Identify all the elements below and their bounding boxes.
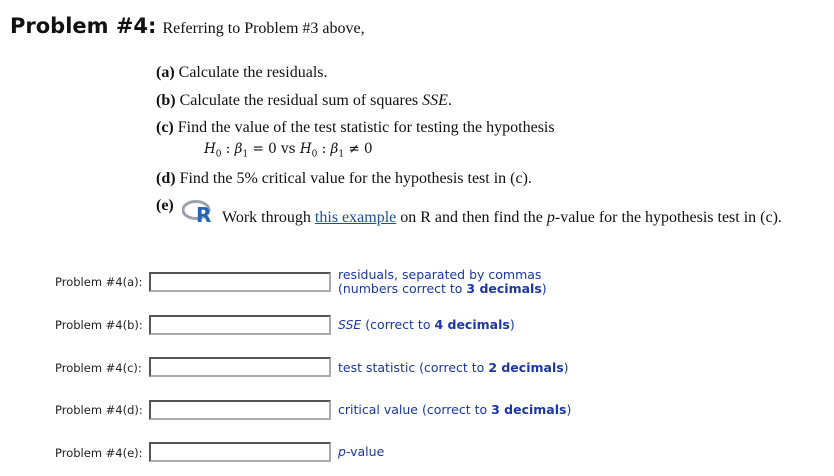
answer-hint-d: critical value (correct to 3 decimals) — [338, 402, 572, 417]
part-a-text: Calculate the residuals. — [178, 64, 328, 81]
hypothesis-formula: $H_0$ : $\beta_1 = 0$ vs $H_0$ : $\beta_1 \ne 0$ — [204, 141, 373, 160]
part-b-sse: SSE — [422, 92, 448, 109]
part-e-p: p — [546, 209, 555, 226]
part-c — [156, 119, 555, 137]
part-c-text: Find the value of the test statistic for testing the hypothesis — [177, 119, 555, 136]
answer-hint-b: SSE (correct to 4 decimals) — [338, 317, 515, 332]
problem-heading: Problem #4: — [10, 14, 157, 38]
problem-title-row — [10, 14, 365, 38]
part-a — [156, 64, 328, 82]
answer-input-d[interactable] — [149, 400, 331, 420]
part-e-text: Work through — [222, 209, 315, 226]
part-e-label-row — [156, 197, 174, 215]
svg-text:R: R — [196, 203, 212, 224]
part-a-label: (a) — [156, 64, 175, 81]
answer-label-a: Problem #4(a): — [55, 275, 143, 289]
part-d-text: Find the 5% critical value for the hypothesis test in (c). — [179, 170, 532, 187]
part-e-text-end: -value for the hypothesis test in (c). — [554, 209, 782, 226]
answer-hint-a: residuals, separated by commas (numbers correct to 3 decimals) — [338, 267, 547, 296]
part-b-text-end: . — [447, 92, 452, 109]
part-b — [156, 92, 452, 110]
part-d — [156, 170, 532, 188]
answer-label-c: Problem #4(c): — [55, 361, 142, 375]
part-e-label: (e) — [156, 197, 174, 214]
answer-input-b[interactable] — [149, 315, 331, 335]
part-c-label: (c) — [156, 119, 174, 136]
answer-label-d: Problem #4(d): — [55, 403, 143, 417]
part-e-text-mid: on R and then find the — [396, 209, 547, 226]
answer-label-b: Problem #4(b): — [55, 318, 143, 332]
answer-input-c[interactable] — [149, 357, 331, 377]
answer-hint-e: p-value — [338, 444, 385, 459]
answer-label-e: Problem #4(e): — [55, 446, 143, 460]
answer-input-a[interactable] — [149, 272, 331, 292]
problem-intro: Referring to Problem #3 above, — [162, 20, 365, 37]
part-b-text: Calculate the residual sum of squares — [179, 92, 423, 109]
part-d-label: (d) — [156, 170, 176, 187]
part-e — [222, 209, 782, 227]
part-b-label: (b) — [156, 92, 176, 109]
r-logo-icon — [182, 200, 214, 224]
answer-input-e[interactable] — [149, 442, 331, 462]
answer-hint-c: test statistic (correct to 2 decimals) — [338, 360, 569, 375]
this-example-link[interactable]: this example — [314, 209, 397, 226]
